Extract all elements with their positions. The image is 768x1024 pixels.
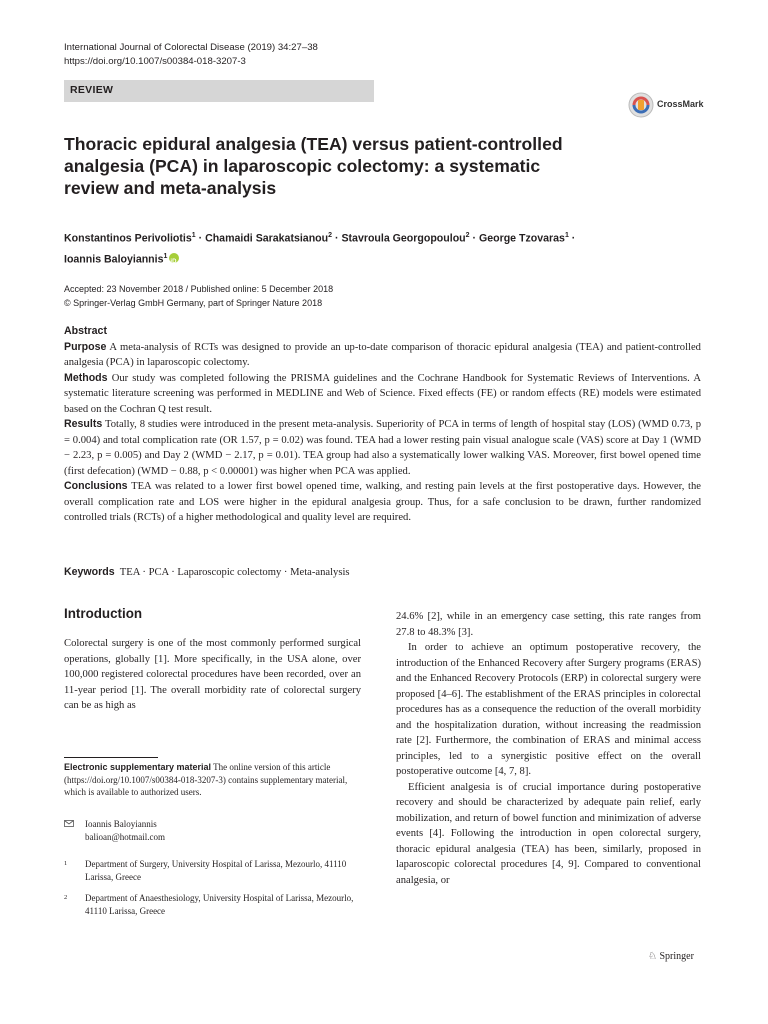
- introduction-heading: Introduction: [64, 606, 143, 621]
- supplementary-note: [64, 761, 361, 799]
- purpose-heading: Purpose: [64, 340, 107, 353]
- purpose-text: A meta-analysis of RCTs was designed to provide an up-to-date comparison of thoracic epidural analgesia (TEA) and patient-controlled analgesia (PCA) in laparoscopic colectomy.: [64, 341, 701, 368]
- intro-paragraph: Efficient analgesia is of crucial importance during postoperative recovery and should be characterized by adequate pain relief, early mobilization, and return of bowel function and minimization of adverse events [4]. Following the introduction in open colorectal surgery, thoracic epidural analgesia (TEA) has been, similarly, proposed in laparoscopic colorectal procedures [4, 9]. Compared to conventional analgesia, or: [396, 781, 701, 886]
- keywords-heading: Keywords: [64, 566, 115, 578]
- author-list: Konstantinos Perivoliotis$^1$ · Chamaidi Sarakatsianou$^2$ · Stavroula Georgopoulou$^2$ · George Tzovaras$^1$ · Ioannis Baloyiannis$^1$iD: [64, 227, 694, 268]
- dates-line: Accepted: 23 November 2018 / Published online: 5 December 2018: [64, 284, 334, 294]
- section-label: REVIEW: [70, 84, 114, 96]
- author-affiliation: 1: [163, 252, 168, 260]
- springer-horse-icon: ♘: [648, 951, 657, 962]
- abstract-heading: Abstract: [64, 325, 107, 337]
- abstract-purpose: [64, 340, 701, 371]
- crossmark-label: CrossMark: [657, 99, 704, 109]
- intro-right-column: [396, 609, 701, 888]
- copyright-line: © Springer-Verlag GmbH Germany, part of Springer Nature 2018: [64, 297, 323, 308]
- author-name: Stavroula Georgopoulou: [341, 232, 466, 245]
- corresponding-author: [64, 818, 361, 848]
- author-affiliation: 2: [465, 232, 470, 239]
- intro-paragraph: Colorectal surgery is one of the most commonly performed surgical operations, globally [1]. More specifically, in the USA alone, over 100,000 registered colorectal procedures have been recorded, over an 11-year period [1]. The overall morbidity rate of colorectal surgery can be as high as: [64, 638, 361, 711]
- author-affiliation: 1: [564, 232, 569, 239]
- article-title: Thoracic epidural analgesia (TEA) versus patient-controlled analgesia (PCA) in laparoscopic colectomy: a systematic review and meta-analysis: [64, 134, 563, 198]
- conclusions-heading: Conclusions: [64, 480, 128, 492]
- crossmark-badge[interactable]: [628, 92, 708, 122]
- orcid-icon[interactable]: [169, 253, 179, 263]
- journal-header: [64, 41, 318, 69]
- affiliation: [64, 892, 361, 917]
- esm-heading: Electronic supplementary material: [64, 762, 212, 772]
- abstract: [64, 324, 701, 526]
- publisher-name: Springer: [659, 951, 694, 962]
- methods-text: Our study was completed following the PRISMA guidelines and the Cochrane Handbook for Systematic Reviews of Interventions. A systematic literature screening was performed in MEDLINE and Web of Science. Fixed effects (FE) or random effects (RE) models were estimated based on the Cochran Q test result.: [64, 372, 701, 415]
- author-name: Konstantinos Perivoliotis: [64, 232, 192, 245]
- abstract-methods: [64, 371, 701, 418]
- conclusions-text: TEA was related to a lower first bowel opened time, walking, and resting pain levels at the first postoperative days. However, the overall complication rate and LOS were higher in the epidural analgesia group. Thus, for a safe conclusion to be drawn, further randomized controlled trials (RCTs) of a higher methodological and quality level are required.: [64, 481, 701, 523]
- author-name: Chamaidi Sarakatsianou: [205, 232, 329, 245]
- doi-link[interactable]: https://doi.org/10.1007/s00384-018-3207-3: [64, 56, 246, 67]
- section-banner: [64, 80, 374, 102]
- intro-left-column: [64, 636, 361, 714]
- keywords: [64, 565, 350, 580]
- publisher-logo: [648, 951, 694, 962]
- affiliation: [64, 858, 361, 883]
- affiliation-number: 1: [64, 860, 68, 867]
- author-name: Ioannis Baloyiannis: [64, 253, 164, 266]
- envelope-icon: [64, 820, 74, 827]
- footnote-divider: [64, 757, 158, 758]
- author-affiliation: 2: [328, 232, 333, 239]
- corresponding-email[interactable]: balioan@hotmail.com: [85, 831, 166, 842]
- abstract-results: [64, 417, 701, 479]
- crossmark-icon: [628, 92, 654, 118]
- journal-citation: International Journal of Colorectal Disease (2019) 34:27–38: [64, 42, 318, 53]
- affiliation-number: 2: [64, 894, 68, 901]
- keywords-text: TEA · PCA · Laparoscopic colectomy · Meta-analysis: [119, 567, 350, 578]
- methods-heading: Methods: [64, 371, 108, 384]
- publication-dates: [64, 283, 333, 310]
- author-name: George Tzovaras: [478, 232, 565, 245]
- corresponding-name: Ioannis Baloyiannis: [85, 819, 157, 829]
- corresponding-details: [85, 818, 345, 843]
- results-heading: Results: [64, 418, 103, 430]
- results-text: Totally, 8 studies were introduced in the present meta-analysis. Superiority of PCA in terms of length of hospital stay (LOS) (WMD 0.73, p = 0.004) and total complication rate (OR 1.57, p = 0.02) was found. TEA had a lower resting pain visual analogue scale (VAS) score at Day 1 (WMD − 2.23, p = 0.005) and Day 2 (WMD − 2.17, p = 0.01). TEA group had also a systematically lower walking VAS. Moreover, first bowel opened time (first defecation) (WMD − 0.88, p < 0.00001) was higher when PCA was applied.: [64, 419, 701, 477]
- affiliation-text: Department of Surgery, University Hospital of Larissa, Mezourlo, 41110 Larissa, Greece: [85, 859, 347, 882]
- intro-paragraph: 24.6% [2], while in an emergency case setting, this rate ranges from 27.8 to 48.3% [3].: [396, 611, 701, 638]
- author-affiliation: 1: [191, 232, 196, 239]
- esm-text: The online version of this article (https://doi.org/10.1007/s00384-018-3207-3) contains supplementary material, which is available to authorized users.: [64, 762, 348, 797]
- affiliation-text: Department of Anaesthesiology, University Hospital of Larissa, Mezourlo, 41110 Larissa, Greece: [85, 893, 354, 916]
- intro-paragraph: In order to achieve an optimum postoperative recovery, the introduction of the Enhanced Recovery after Surgery programs (ERAS) and the Enhanced Recovery Protocols (ERP) in colorectal surgery were proposed [4–6]. The establishment of the ERAS principles in colorectal procedures has as a consequence the reduction of the overall morbidity and the hospitalization duration, without increasing the readmission rate [2]. Furthermore, the combination of ERAS and minimal access principles, led to a synergistic positive effect on the overall postoperative outcome [4, 7, 8].: [396, 642, 701, 777]
- abstract-conclusions: [64, 479, 701, 526]
